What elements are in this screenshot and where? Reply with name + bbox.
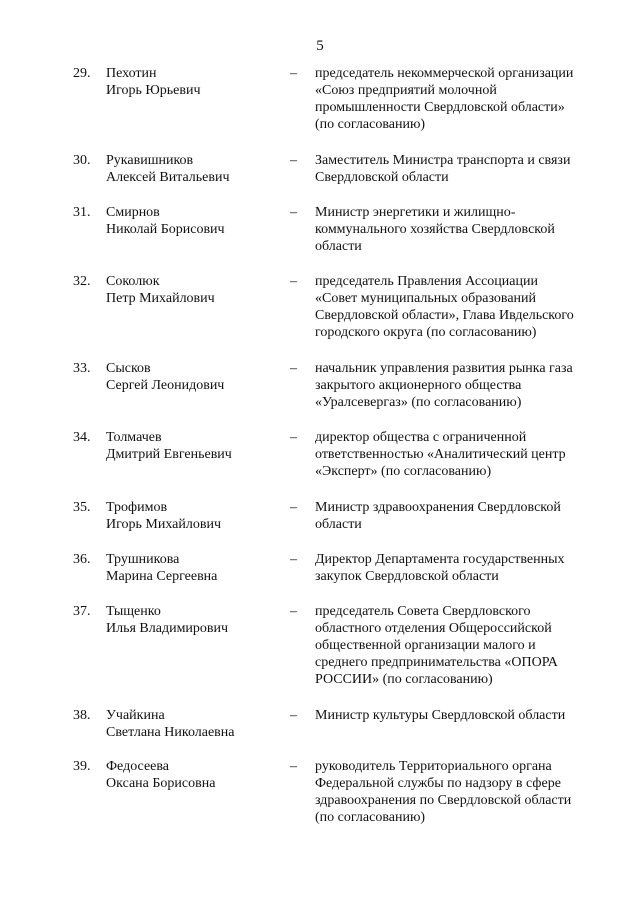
separator-dash: – — [290, 604, 297, 619]
position-description — [315, 499, 615, 533]
person-name — [106, 204, 286, 238]
person-name — [106, 429, 286, 463]
position-line: председатель Правления Ассоциации — [315, 274, 538, 289]
person-surname: Сысков — [106, 361, 151, 376]
position-line: области — [315, 517, 362, 532]
person-given-names: Сергей Леонидович — [106, 378, 225, 393]
separator-dash: – — [290, 500, 297, 515]
person-name — [106, 360, 286, 394]
person-name — [106, 551, 286, 585]
person-given-names: Марина Сергеевна — [106, 569, 218, 584]
person-given-names: Дмитрий Евгеньевич — [106, 447, 232, 462]
person-name — [106, 152, 286, 186]
position-line: Свердловской области — [315, 170, 449, 185]
position-line: (по согласованию) — [315, 117, 426, 132]
position-description — [315, 551, 615, 585]
position-description — [315, 603, 615, 688]
entry-number: 38. — [73, 708, 91, 723]
position-description — [315, 273, 615, 341]
person-name — [106, 707, 286, 741]
position-line: областного отделения Общероссийской — [315, 621, 552, 636]
entry-number: 35. — [73, 500, 91, 515]
position-line: «Совет муниципальных образований — [315, 291, 537, 306]
separator-dash: – — [290, 430, 297, 445]
position-line: Министр энергетики и жилищно- — [315, 205, 516, 220]
person-given-names: Николай Борисович — [106, 222, 225, 237]
person-given-names: Илья Владимирович — [106, 621, 229, 636]
position-line: Министр здравоохранения Свердловской — [315, 500, 561, 515]
position-line: председатель некоммерческой организации — [315, 66, 574, 81]
person-surname: Учайкина — [106, 708, 165, 723]
person-name — [106, 499, 286, 533]
person-given-names: Алексей Витальевич — [106, 170, 230, 185]
person-given-names: Игорь Юрьевич — [106, 83, 201, 98]
position-line: ответственностью «Аналитический центр — [315, 447, 566, 462]
person-given-names: Светлана Николаевна — [106, 725, 235, 740]
separator-dash: – — [290, 274, 297, 289]
person-surname: Соколюк — [106, 274, 160, 289]
position-description — [315, 707, 615, 724]
entry-number: 39. — [73, 759, 91, 774]
position-line: руководитель Территориального органа — [315, 759, 552, 774]
position-line: «Союз предприятий молочной — [315, 83, 497, 98]
position-line: среднего предпринимательства «ОПОРА — [315, 655, 558, 670]
entry-number: 29. — [73, 66, 91, 81]
position-description — [315, 758, 615, 826]
separator-dash: – — [290, 552, 297, 567]
position-line: коммунального хозяйства Свердловской — [315, 222, 555, 237]
separator-dash: – — [290, 66, 297, 81]
entry-number: 37. — [73, 604, 91, 619]
person-name — [106, 758, 286, 792]
person-surname: Трушникова — [106, 552, 180, 567]
separator-dash: – — [290, 205, 297, 220]
person-surname: Смирнов — [106, 205, 160, 220]
position-line: общественной организации малого и — [315, 638, 536, 653]
position-description — [315, 204, 615, 255]
position-line: директор общества с ограниченной — [315, 430, 527, 445]
position-line: Заместитель Министра транспорта и связи — [315, 153, 571, 168]
position-line: (по согласованию) — [315, 810, 426, 825]
entry-number: 33. — [73, 361, 91, 376]
person-surname: Тыщенко — [106, 604, 161, 619]
entry-number: 34. — [73, 430, 91, 445]
position-line: закупок Свердловской области — [315, 569, 499, 584]
position-line: председатель Совета Свердловского — [315, 604, 531, 619]
person-surname: Пехотин — [106, 66, 157, 81]
position-line: промышленности Свердловской области» — [315, 100, 565, 115]
separator-dash: – — [290, 153, 297, 168]
person-given-names: Игорь Михайлович — [106, 517, 221, 532]
position-line: «Уралсевергаз» (по согласованию) — [315, 395, 522, 410]
entry-number: 30. — [73, 153, 91, 168]
entry-number: 36. — [73, 552, 91, 567]
position-line: городского округа (по согласованию) — [315, 325, 537, 340]
position-line: Свердловской области», Глава Ивдельского — [315, 308, 574, 323]
person-name — [106, 65, 286, 99]
person-name — [106, 273, 286, 307]
position-line: «Эксперт» (по согласованию) — [315, 464, 492, 479]
person-surname: Толмачев — [106, 430, 162, 445]
position-line: области — [315, 239, 362, 254]
separator-dash: – — [290, 759, 297, 774]
position-description — [315, 152, 615, 186]
person-surname: Трофимов — [106, 500, 168, 515]
position-line: здравоохранения по Свердловской области — [315, 793, 572, 808]
separator-dash: – — [290, 708, 297, 723]
person-surname: Рукавишников — [106, 153, 194, 168]
position-description — [315, 429, 615, 480]
position-line: начальник управления развития рынка газа — [315, 361, 573, 376]
position-line: закрытого акционерного общества — [315, 378, 522, 393]
entry-number: 31. — [73, 205, 91, 220]
position-description — [315, 65, 615, 133]
entry-number: 32. — [73, 274, 91, 289]
position-line: Директор Департамента государственных — [315, 552, 565, 567]
person-given-names: Оксана Борисовна — [106, 776, 216, 791]
person-surname: Федосеева — [106, 759, 170, 774]
person-given-names: Петр Михайлович — [106, 291, 215, 306]
position-line: РОССИИ» (по согласованию) — [315, 672, 493, 687]
separator-dash: – — [290, 361, 297, 376]
page-number: 5 — [316, 38, 324, 54]
position-line: Министр культуры Свердловской области — [315, 708, 566, 723]
position-description — [315, 360, 615, 411]
position-line: Федеральной службы по надзору в сфере — [315, 776, 561, 791]
person-name — [106, 603, 286, 637]
